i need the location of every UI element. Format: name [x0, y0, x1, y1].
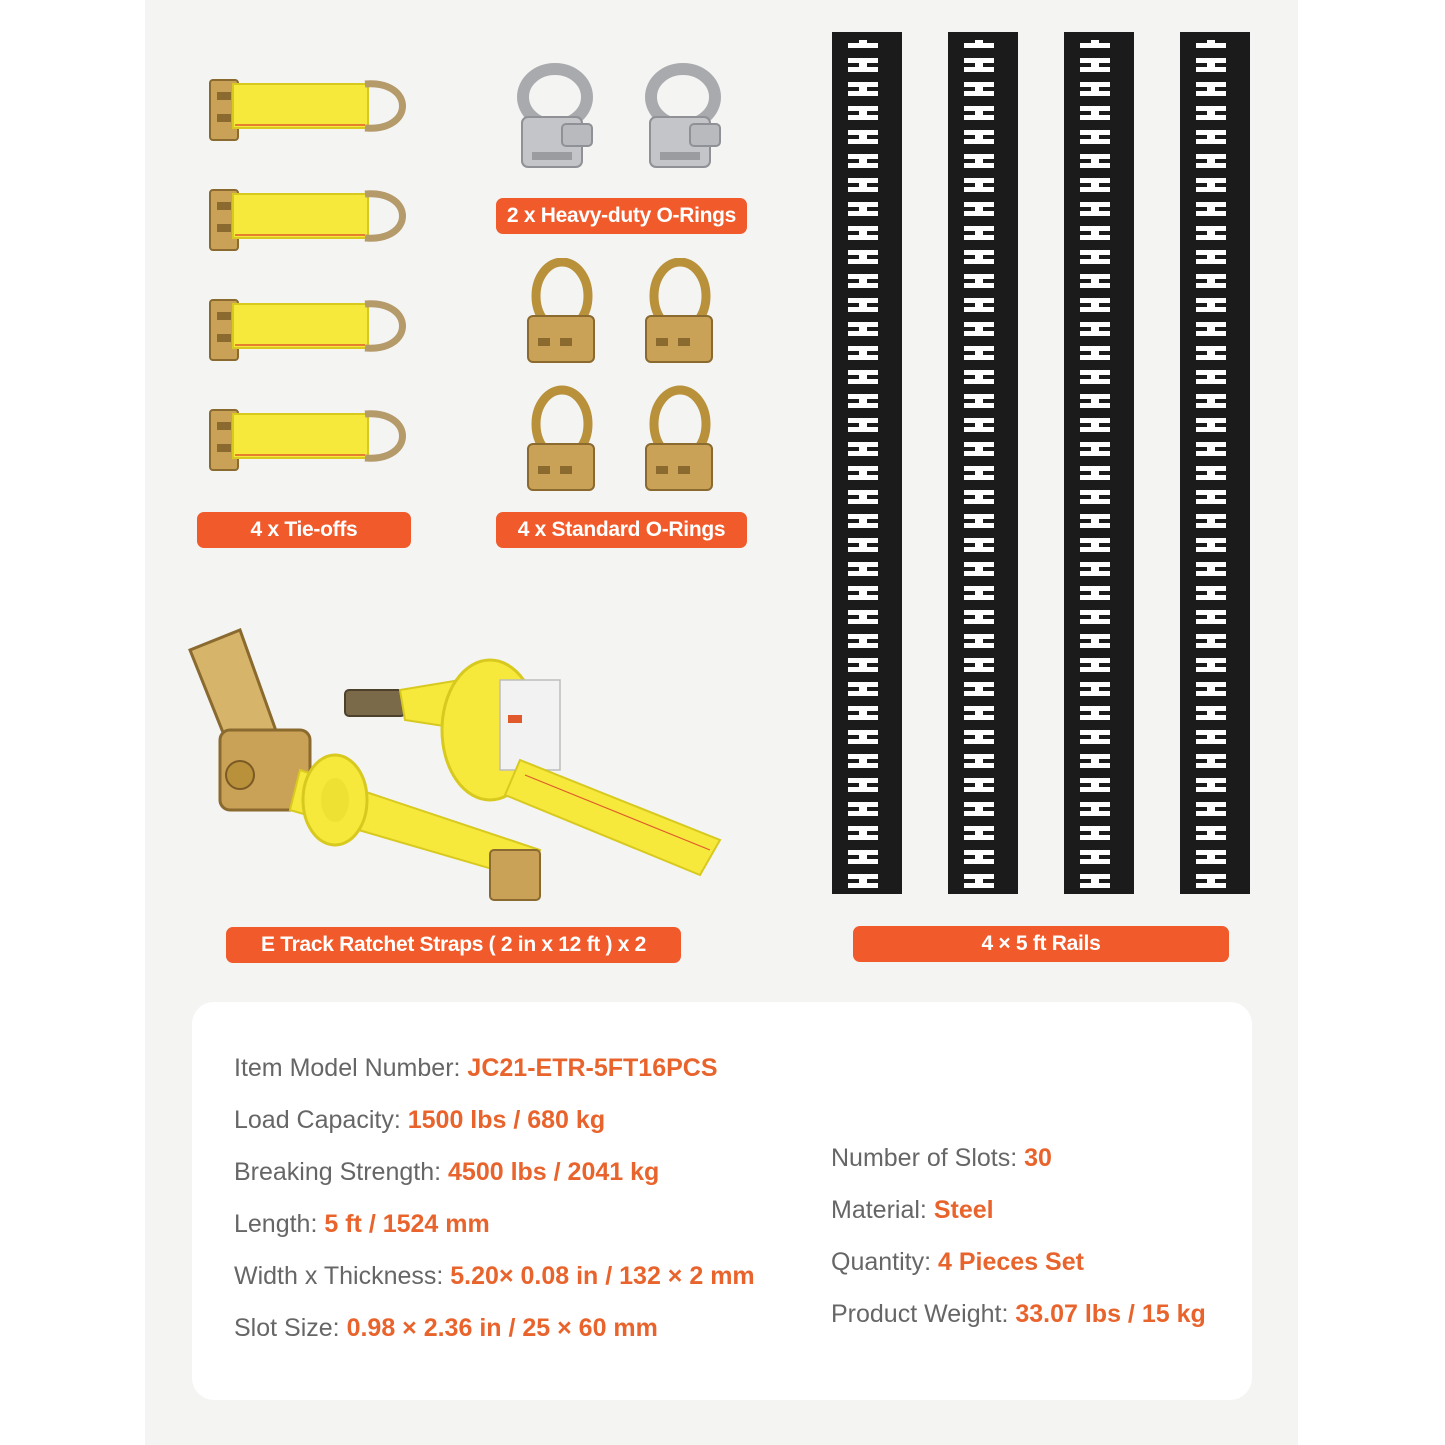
spec-number-of-slots: Number of Slots: 30: [831, 1144, 1052, 1172]
standard-rings-label: 4 x Standard O-Rings: [496, 512, 747, 548]
spec-length: Length: 5 ft / 1524 mm: [234, 1210, 490, 1238]
spec-material: Material: Steel: [831, 1196, 994, 1224]
ratchet-strap-icon: [180, 620, 725, 915]
tie-off-strap-icon: [210, 410, 403, 470]
heavy-duty-rings-group: [510, 62, 750, 182]
spec-breaking-strength: Breaking Strength: 4500 lbs / 2041 kg: [234, 1158, 660, 1186]
spec-model-number: Item Model Number: JC21-ETR-5FT16PCS: [234, 1054, 718, 1082]
tie-off-strap-icon: [210, 300, 403, 360]
e-track-rail-icon: [1180, 32, 1250, 894]
heavy-rings-label: 2 x Heavy-duty O-Rings: [496, 198, 747, 234]
standard-rings-group: [520, 258, 740, 503]
standard-o-ring-icon: [646, 262, 712, 362]
e-track-rails-group: [828, 28, 1258, 898]
e-track-rail-icon: [1064, 32, 1134, 894]
spec-quantity: Quantity: 4 Pieces Set: [831, 1248, 1084, 1276]
heavy-duty-o-ring-icon: [522, 69, 592, 167]
e-track-rail-icon: [948, 32, 1018, 894]
heavy-duty-o-ring-icon: [650, 69, 720, 167]
ratchet-straps-label: E Track Ratchet Straps ( 2 in x 12 ft ) x 2: [226, 927, 681, 963]
standard-o-ring-icon: [528, 390, 594, 490]
rails-label: 4 × 5 ft Rails: [853, 926, 1229, 962]
tie-offs-label: 4 x Tie-offs: [197, 512, 411, 548]
tie-off-strap-icon: [210, 80, 403, 140]
tie-off-strap-icon: [210, 190, 403, 250]
standard-o-ring-icon: [646, 390, 712, 490]
spec-width-thickness: Width x Thickness: 5.20× 0.08 in / 132 × 2 mm: [234, 1262, 755, 1290]
spec-load-capacity: Load Capacity: 1500 lbs / 680 kg: [234, 1106, 606, 1134]
standard-o-ring-icon: [528, 262, 594, 362]
e-track-rail-icon: [832, 32, 902, 894]
tie-offs-group: [205, 70, 415, 490]
spec-slot-size: Slot Size: 0.98 × 2.36 in / 25 × 60 mm: [234, 1314, 658, 1342]
spec-product-weight: Product Weight: 33.07 lbs / 15 kg: [831, 1300, 1206, 1328]
